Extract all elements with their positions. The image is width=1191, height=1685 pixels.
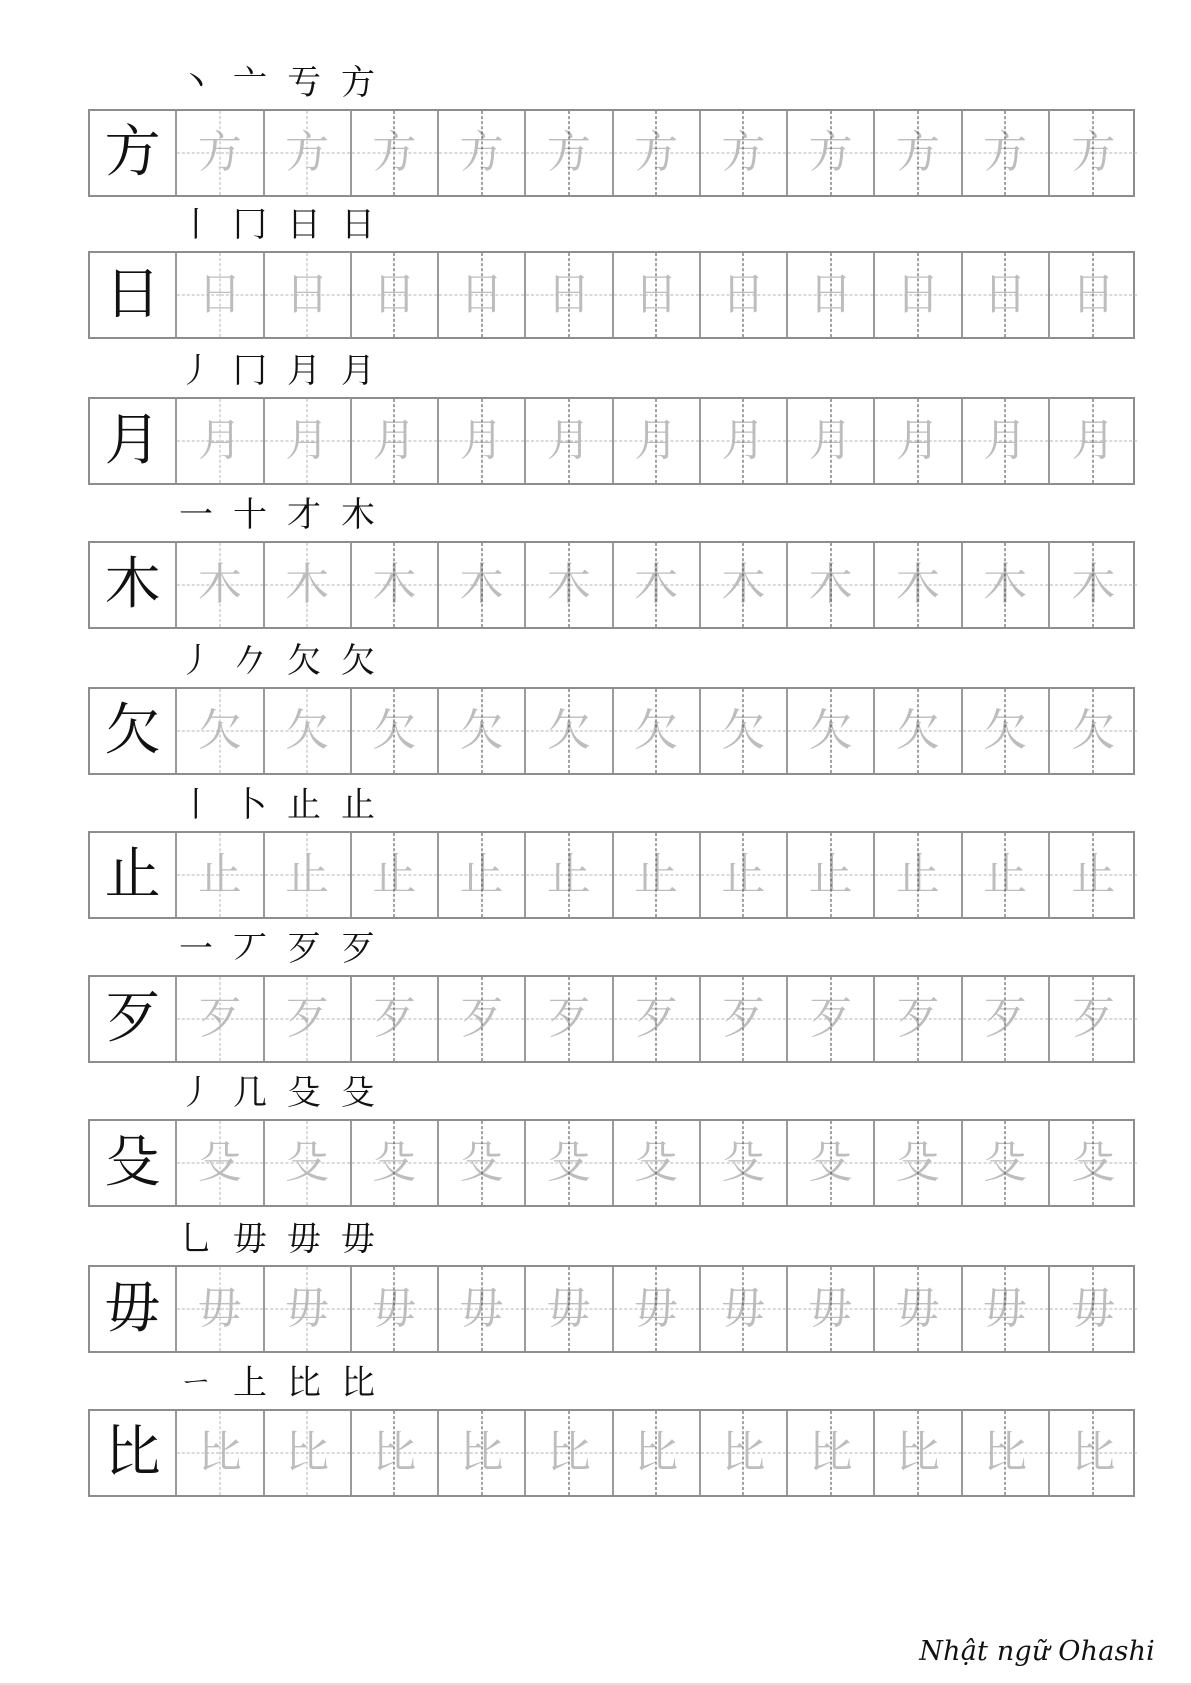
practice-cell[interactable] — [614, 543, 701, 627]
kanji-row-block — [88, 42, 1135, 198]
trace-kanji: 欠 — [197, 705, 242, 756]
practice-cell[interactable] — [963, 1121, 1050, 1205]
practice-cell[interactable] — [875, 253, 962, 337]
stroke-step: 日 — [287, 205, 321, 245]
practice-cell[interactable] — [177, 543, 264, 627]
practice-grid-row — [88, 1119, 1135, 1207]
practice-cell[interactable] — [352, 543, 439, 627]
trace-kanji: 月 — [372, 415, 417, 466]
stroke-step: 木 — [341, 495, 375, 535]
trace-kanji: 殳 — [285, 1137, 330, 1188]
trace-kanji: 月 — [1071, 415, 1116, 466]
practice-cell[interactable] — [788, 1411, 875, 1495]
trace-kanji: 止 — [895, 849, 940, 900]
stroke-step: 欠 — [341, 641, 375, 681]
trace-kanji: 毋 — [895, 1283, 940, 1334]
practice-cell[interactable] — [788, 1267, 875, 1351]
practice-cell[interactable] — [177, 1121, 264, 1205]
stroke-order-sequence — [178, 1198, 376, 1262]
practice-cell[interactable] — [701, 111, 788, 195]
stroke-step: 乚 — [179, 1219, 213, 1259]
trace-kanji: 毋 — [1071, 1283, 1116, 1334]
practice-cell[interactable] — [352, 833, 439, 917]
trace-kanji: 日 — [983, 269, 1028, 320]
trace-kanji: 止 — [1071, 849, 1116, 900]
trace-kanji: 木 — [372, 559, 417, 610]
trace-kanji: 月 — [983, 415, 1028, 466]
trace-kanji: 殳 — [546, 1137, 591, 1188]
practice-cell[interactable] — [265, 253, 352, 337]
trace-kanji: 殳 — [895, 1137, 940, 1188]
practice-grid-row — [88, 831, 1135, 919]
trace-kanji: 比 — [1071, 1427, 1116, 1478]
stroke-step: 毋 — [287, 1219, 321, 1259]
trace-kanji: 殳 — [197, 1137, 242, 1188]
trace-kanji: 方 — [372, 127, 417, 178]
trace-kanji: 止 — [372, 849, 417, 900]
practice-cell[interactable] — [875, 1411, 962, 1495]
stroke-step: 歹 — [341, 929, 375, 969]
practice-cell[interactable] — [265, 111, 352, 195]
practice-cell[interactable] — [177, 253, 264, 337]
stroke-step: 亐 — [287, 63, 321, 103]
practice-cell[interactable] — [526, 253, 613, 337]
model-kanji-cell: 殳 — [90, 1121, 177, 1205]
practice-cell[interactable] — [177, 833, 264, 917]
trace-kanji: 日 — [895, 269, 940, 320]
kanji-row-block — [88, 620, 1135, 776]
stroke-step: 卜 — [233, 785, 267, 825]
stroke-order-sequence — [178, 1342, 376, 1406]
practice-cell[interactable] — [875, 111, 962, 195]
trace-kanji: 木 — [459, 559, 504, 610]
trace-kanji: 木 — [895, 559, 940, 610]
stroke-step: 才 — [287, 495, 321, 535]
trace-kanji: 方 — [983, 127, 1028, 178]
trace-kanji: 欠 — [895, 705, 940, 756]
trace-kanji: 比 — [372, 1427, 417, 1478]
trace-kanji: 止 — [546, 849, 591, 900]
trace-kanji: 止 — [721, 849, 766, 900]
practice-cell[interactable] — [875, 977, 962, 1061]
practice-cell[interactable] — [701, 833, 788, 917]
trace-kanji: 比 — [634, 1427, 679, 1478]
trace-kanji: 毋 — [372, 1283, 417, 1334]
practice-cell[interactable] — [875, 399, 962, 483]
practice-cell[interactable] — [1050, 977, 1137, 1061]
practice-cell[interactable] — [701, 399, 788, 483]
trace-kanji: 毋 — [459, 1283, 504, 1334]
trace-kanji: 比 — [197, 1427, 242, 1478]
trace-kanji: 毋 — [197, 1283, 242, 1334]
trace-kanji: 方 — [285, 127, 330, 178]
kanji-row-block — [88, 330, 1135, 486]
trace-kanji: 欠 — [983, 705, 1028, 756]
stroke-order-sequence — [178, 42, 376, 106]
practice-cell[interactable] — [1050, 1267, 1137, 1351]
practice-cell[interactable] — [352, 977, 439, 1061]
practice-cell[interactable] — [526, 1267, 613, 1351]
trace-kanji: 殳 — [983, 1137, 1028, 1188]
trace-kanji: 日 — [546, 269, 591, 320]
practice-cell[interactable] — [1050, 1411, 1137, 1495]
practice-cell[interactable] — [526, 1121, 613, 1205]
trace-kanji: 比 — [808, 1427, 853, 1478]
trace-kanji: 月 — [634, 415, 679, 466]
practice-grid-row — [88, 975, 1135, 1063]
trace-kanji: 方 — [546, 127, 591, 178]
practice-cell[interactable] — [788, 833, 875, 917]
practice-cell[interactable] — [614, 253, 701, 337]
stroke-step: 殳 — [341, 1073, 375, 1113]
trace-kanji: 欠 — [721, 705, 766, 756]
practice-cell[interactable] — [352, 1267, 439, 1351]
kanji-row-block — [88, 1342, 1135, 1498]
trace-kanji: 歹 — [808, 993, 853, 1044]
model-kanji-cell: 止 — [90, 833, 177, 917]
practice-cell[interactable] — [439, 111, 526, 195]
stroke-step: 一 — [179, 929, 213, 969]
trace-kanji: 歹 — [983, 993, 1028, 1044]
practice-cell[interactable] — [701, 977, 788, 1061]
trace-kanji: 方 — [808, 127, 853, 178]
practice-cell[interactable] — [963, 689, 1050, 773]
trace-kanji: 欠 — [808, 705, 853, 756]
practice-cell[interactable] — [526, 111, 613, 195]
practice-cell[interactable] — [963, 399, 1050, 483]
practice-cell[interactable] — [1050, 111, 1137, 195]
trace-kanji: 月 — [546, 415, 591, 466]
trace-kanji: 方 — [634, 127, 679, 178]
practice-cell[interactable] — [439, 543, 526, 627]
trace-kanji: 日 — [197, 269, 242, 320]
trace-kanji: 毋 — [808, 1283, 853, 1334]
practice-cell[interactable] — [614, 1267, 701, 1351]
trace-kanji: 毋 — [721, 1283, 766, 1334]
practice-cell[interactable] — [1050, 253, 1137, 337]
trace-kanji: 止 — [197, 849, 242, 900]
trace-kanji: 比 — [285, 1427, 330, 1478]
trace-kanji: 日 — [1071, 269, 1116, 320]
practice-cell[interactable] — [788, 977, 875, 1061]
trace-kanji: 日 — [634, 269, 679, 320]
model-kanji-cell: 比 — [90, 1411, 177, 1495]
trace-kanji: 止 — [634, 849, 679, 900]
trace-kanji: 歹 — [721, 993, 766, 1044]
practice-cell[interactable] — [265, 399, 352, 483]
practice-grid-row — [88, 541, 1135, 629]
trace-kanji: 欠 — [459, 705, 504, 756]
practice-cell[interactable] — [352, 1411, 439, 1495]
practice-cell[interactable] — [701, 253, 788, 337]
practice-cell[interactable] — [526, 977, 613, 1061]
stroke-step: 殳 — [287, 1073, 321, 1113]
practice-cell[interactable] — [526, 833, 613, 917]
practice-cell[interactable] — [614, 111, 701, 195]
practice-cell[interactable] — [788, 543, 875, 627]
practice-cell[interactable] — [1050, 399, 1137, 483]
practice-cell[interactable] — [1050, 689, 1137, 773]
practice-grid-row — [88, 397, 1135, 485]
practice-cell[interactable] — [1050, 1121, 1137, 1205]
trace-kanji: 止 — [983, 849, 1028, 900]
stroke-order-sequence — [178, 908, 376, 972]
practice-cell[interactable] — [265, 833, 352, 917]
trace-kanji: 殳 — [372, 1137, 417, 1188]
stroke-step: 几 — [233, 1073, 267, 1113]
stroke-step: 丿 — [179, 1073, 213, 1113]
practice-cell[interactable] — [701, 689, 788, 773]
practice-cell[interactable] — [963, 833, 1050, 917]
practice-cell[interactable] — [265, 977, 352, 1061]
practice-cell[interactable] — [265, 1411, 352, 1495]
trace-kanji: 毋 — [983, 1283, 1028, 1334]
trace-kanji: 歹 — [1071, 993, 1116, 1044]
trace-kanji: 比 — [459, 1427, 504, 1478]
practice-cell[interactable] — [352, 689, 439, 773]
stroke-step: 歹 — [287, 929, 321, 969]
practice-cell[interactable] — [875, 833, 962, 917]
practice-cell[interactable] — [265, 689, 352, 773]
trace-kanji: 止 — [459, 849, 504, 900]
trace-kanji: 月 — [197, 415, 242, 466]
trace-kanji: 木 — [634, 559, 679, 610]
practice-cell[interactable] — [526, 543, 613, 627]
trace-kanji: 歹 — [634, 993, 679, 1044]
trace-kanji: 毋 — [285, 1283, 330, 1334]
trace-kanji: 比 — [721, 1427, 766, 1478]
practice-cell[interactable] — [875, 1267, 962, 1351]
trace-kanji: 月 — [895, 415, 940, 466]
trace-kanji: 毋 — [634, 1283, 679, 1334]
trace-kanji: 方 — [721, 127, 766, 178]
trace-kanji: 殳 — [1071, 1137, 1116, 1188]
trace-kanji: 止 — [808, 849, 853, 900]
practice-cell[interactable] — [439, 1411, 526, 1495]
trace-kanji: 方 — [895, 127, 940, 178]
practice-cell[interactable] — [614, 977, 701, 1061]
practice-cell[interactable] — [439, 1267, 526, 1351]
trace-kanji: 殳 — [634, 1137, 679, 1188]
trace-kanji: 日 — [285, 269, 330, 320]
model-kanji-cell: 歹 — [90, 977, 177, 1061]
stroke-step: 比 — [341, 1363, 375, 1403]
practice-cell[interactable] — [526, 399, 613, 483]
practice-cell[interactable] — [788, 111, 875, 195]
trace-kanji: 木 — [808, 559, 853, 610]
stroke-step: 比 — [287, 1363, 321, 1403]
practice-cell[interactable] — [788, 1121, 875, 1205]
kanji-row-block — [88, 1052, 1135, 1208]
stroke-order-sequence — [178, 764, 376, 828]
model-kanji-cell: 欠 — [90, 689, 177, 773]
practice-cell[interactable] — [875, 1121, 962, 1205]
trace-kanji: 月 — [721, 415, 766, 466]
trace-kanji: 殳 — [721, 1137, 766, 1188]
trace-kanji: 歹 — [895, 993, 940, 1044]
practice-cell[interactable] — [963, 543, 1050, 627]
practice-cell[interactable] — [526, 689, 613, 773]
trace-kanji: 月 — [459, 415, 504, 466]
stroke-step: 止 — [341, 785, 375, 825]
model-kanji-cell: 毋 — [90, 1267, 177, 1351]
stroke-step: 方 — [341, 63, 375, 103]
practice-cell[interactable] — [1050, 543, 1137, 627]
trace-kanji: 比 — [546, 1427, 591, 1478]
trace-kanji: 木 — [197, 559, 242, 610]
practice-cell[interactable] — [177, 1267, 264, 1351]
stroke-step: 丨 — [179, 205, 213, 245]
trace-kanji: 欠 — [1071, 705, 1116, 756]
trace-kanji: 比 — [895, 1427, 940, 1478]
trace-kanji: 欠 — [372, 705, 417, 756]
practice-cell[interactable] — [614, 833, 701, 917]
practice-cell[interactable] — [788, 689, 875, 773]
trace-kanji: 欠 — [285, 705, 330, 756]
trace-kanji: 木 — [983, 559, 1028, 610]
practice-cell[interactable] — [439, 833, 526, 917]
practice-cell[interactable] — [526, 1411, 613, 1495]
practice-cell[interactable] — [439, 1121, 526, 1205]
trace-kanji: 日 — [459, 269, 504, 320]
practice-cell[interactable] — [177, 399, 264, 483]
practice-cell[interactable] — [963, 977, 1050, 1061]
stroke-step: 𠂊 — [233, 641, 267, 681]
trace-kanji: 木 — [546, 559, 591, 610]
trace-kanji: 方 — [1071, 127, 1116, 178]
stroke-step: 丿 — [179, 351, 213, 391]
kanji-row-block — [88, 184, 1135, 340]
model-kanji-cell: 月 — [90, 399, 177, 483]
practice-cell[interactable] — [439, 977, 526, 1061]
practice-cell[interactable] — [1050, 833, 1137, 917]
trace-kanji: 木 — [285, 559, 330, 610]
stroke-step: 丨 — [179, 785, 213, 825]
trace-kanji: 止 — [285, 849, 330, 900]
trace-kanji: 欠 — [546, 705, 591, 756]
trace-kanji: 毋 — [546, 1283, 591, 1334]
stroke-step: 丆 — [233, 929, 267, 969]
practice-grid-row — [88, 251, 1135, 339]
stroke-step: 欠 — [287, 641, 321, 681]
practice-cell[interactable] — [265, 1267, 352, 1351]
practice-cell[interactable] — [177, 689, 264, 773]
practice-cell[interactable] — [352, 253, 439, 337]
stroke-step: 上 — [233, 1363, 267, 1403]
practice-cell[interactable] — [963, 1267, 1050, 1351]
practice-cell[interactable] — [875, 689, 962, 773]
stroke-step: 冂 — [233, 205, 267, 245]
trace-kanji: 方 — [459, 127, 504, 178]
stroke-order-sequence — [178, 474, 376, 538]
practice-cell[interactable] — [875, 543, 962, 627]
trace-kanji: 比 — [983, 1427, 1028, 1478]
stroke-step: 丶 — [179, 63, 213, 103]
trace-kanji: 木 — [1071, 559, 1116, 610]
practice-cell[interactable] — [701, 543, 788, 627]
kanji-row-block — [88, 764, 1135, 920]
kanji-row-block — [88, 1198, 1135, 1354]
practice-cell[interactable] — [788, 399, 875, 483]
trace-kanji: 歹 — [197, 993, 242, 1044]
stroke-step: ㄧ — [179, 1363, 213, 1403]
stroke-step: 止 — [287, 785, 321, 825]
stroke-step: 毋 — [341, 1219, 375, 1259]
practice-cell[interactable] — [614, 1121, 701, 1205]
trace-kanji: 欠 — [634, 705, 679, 756]
model-kanji-cell: 木 — [90, 543, 177, 627]
trace-kanji: 歹 — [546, 993, 591, 1044]
practice-cell[interactable] — [963, 1411, 1050, 1495]
practice-grid-row — [88, 1409, 1135, 1497]
practice-cell[interactable] — [177, 1411, 264, 1495]
practice-cell[interactable] — [701, 1411, 788, 1495]
practice-grid-row — [88, 687, 1135, 775]
stroke-step: 亠 — [233, 63, 267, 103]
practice-cell[interactable] — [614, 399, 701, 483]
practice-cell[interactable] — [352, 399, 439, 483]
practice-cell[interactable] — [265, 1121, 352, 1205]
trace-kanji: 木 — [721, 559, 766, 610]
model-kanji-cell: 日 — [90, 253, 177, 337]
kanji-row-block — [88, 908, 1135, 1064]
trace-kanji: 殳 — [808, 1137, 853, 1188]
trace-kanji: 歹 — [459, 993, 504, 1044]
trace-kanji: 日 — [372, 269, 417, 320]
stroke-step: 日 — [341, 205, 375, 245]
trace-kanji: 日 — [808, 269, 853, 320]
stroke-step: 丿 — [179, 641, 213, 681]
practice-grid-row — [88, 1265, 1135, 1353]
stroke-step: 十 — [233, 495, 267, 535]
stroke-order-sequence — [178, 330, 376, 394]
stroke-step: 月 — [341, 351, 375, 391]
practice-cell[interactable] — [788, 253, 875, 337]
stroke-order-sequence — [178, 1052, 376, 1116]
kanji-row-block — [88, 474, 1135, 630]
trace-kanji: 日 — [721, 269, 766, 320]
practice-cell[interactable] — [439, 399, 526, 483]
practice-cell[interactable] — [439, 253, 526, 337]
practice-cell[interactable] — [614, 1411, 701, 1495]
trace-kanji: 月 — [808, 415, 853, 466]
practice-cell[interactable] — [265, 543, 352, 627]
practice-cell[interactable] — [963, 111, 1050, 195]
practice-cell[interactable] — [177, 977, 264, 1061]
stroke-order-sequence — [178, 620, 376, 684]
practice-cell[interactable] — [701, 1121, 788, 1205]
practice-cell[interactable] — [439, 689, 526, 773]
practice-cell[interactable] — [614, 689, 701, 773]
trace-kanji: 月 — [285, 415, 330, 466]
brand-signature: Nhật ngữ Ohashi — [919, 1636, 1155, 1667]
trace-kanji: 方 — [197, 127, 242, 178]
practice-cell[interactable] — [352, 1121, 439, 1205]
stroke-step: 月 — [287, 351, 321, 391]
practice-cell[interactable] — [701, 1267, 788, 1351]
stroke-step: 毋 — [233, 1219, 267, 1259]
practice-cell[interactable] — [963, 253, 1050, 337]
trace-kanji: 歹 — [372, 993, 417, 1044]
stroke-step: 一 — [179, 495, 213, 535]
practice-cell[interactable] — [177, 111, 264, 195]
trace-kanji: 歹 — [285, 993, 330, 1044]
model-kanji-cell: 方 — [90, 111, 177, 195]
trace-kanji: 殳 — [459, 1137, 504, 1188]
practice-cell[interactable] — [352, 111, 439, 195]
stroke-step: 冂 — [233, 351, 267, 391]
